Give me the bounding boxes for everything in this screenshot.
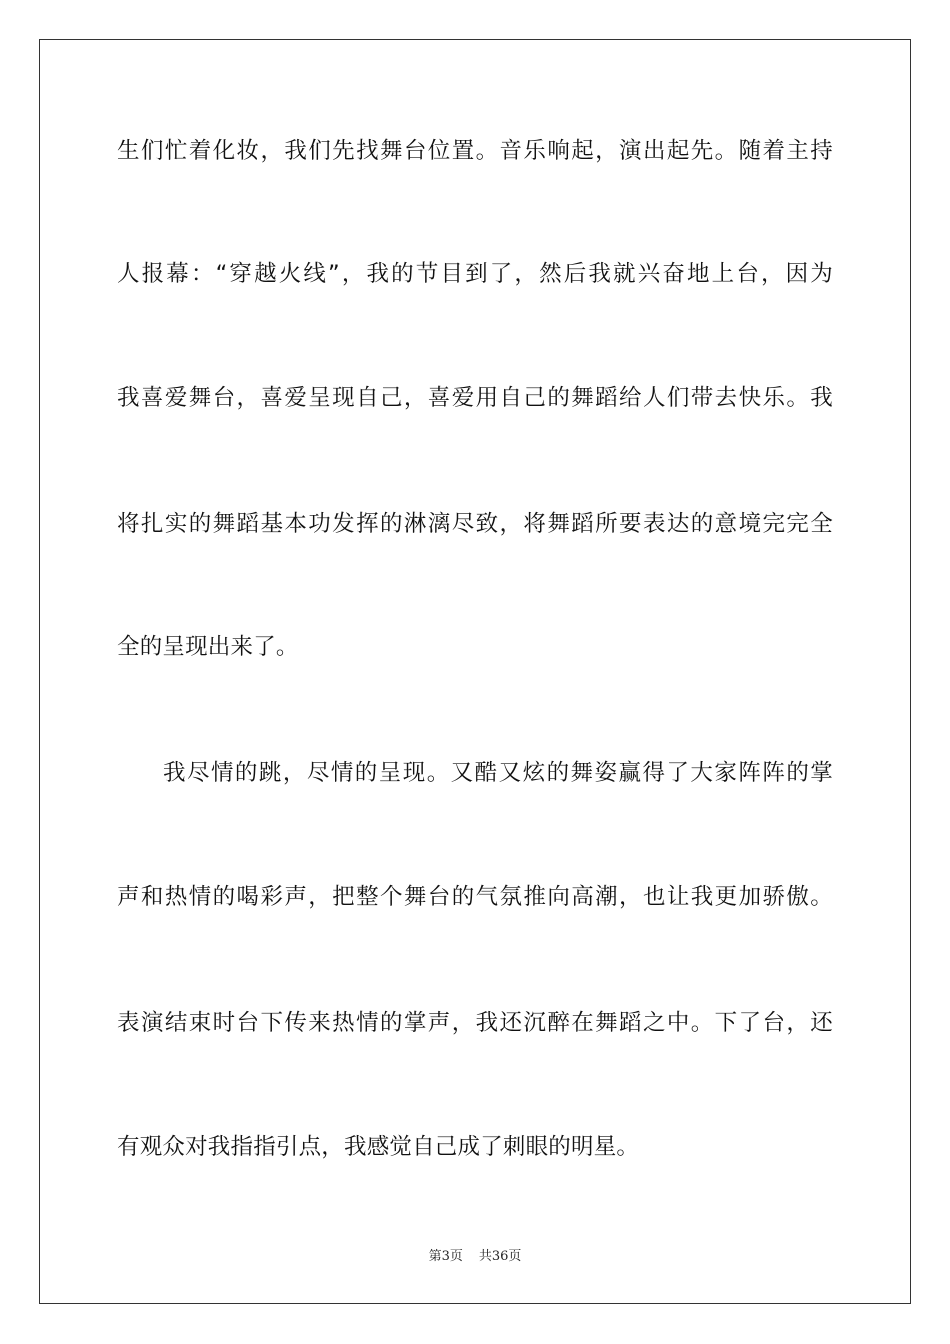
page-number: 第3页 bbox=[428, 1249, 463, 1264]
text-line: 将扎实的舞蹈基本功发挥的淋漓尽致，将舞蹈所要表达的意境完完全 bbox=[117, 511, 833, 537]
text-line: 全的呈现出来了。 bbox=[117, 634, 299, 660]
paragraph-first-line: 我尽情的跳，尽情的呈现。又酷又炫的舞姿赢得了大家阵阵的掌 bbox=[163, 760, 833, 786]
text-line: 我喜爱舞台，喜爱呈现自己，喜爱用自己的舞蹈给人们带去快乐。我 bbox=[117, 385, 833, 411]
page-footer bbox=[0, 1245, 950, 1264]
text-line: 表演结束时台下传来热情的掌声，我还沉醉在舞蹈之中。下了台，还 bbox=[117, 1010, 833, 1036]
text-line: 有观众对我指指引点，我感觉自己成了刺眼的明星。 bbox=[117, 1134, 640, 1160]
page-border bbox=[39, 39, 911, 1304]
text-line: 人报幕：“穿越火线”，我的节目到了，然后我就兴奋地上台，因为 bbox=[117, 261, 833, 287]
text-line: 生们忙着化妆，我们先找舞台位置。音乐响起，演出起先。随着主持 bbox=[117, 138, 833, 164]
page-total: 共36页 bbox=[478, 1249, 522, 1264]
text-line: 声和热情的喝彩声，把整个舞台的气氛推向高潮，也让我更加骄傲。 bbox=[117, 884, 833, 910]
